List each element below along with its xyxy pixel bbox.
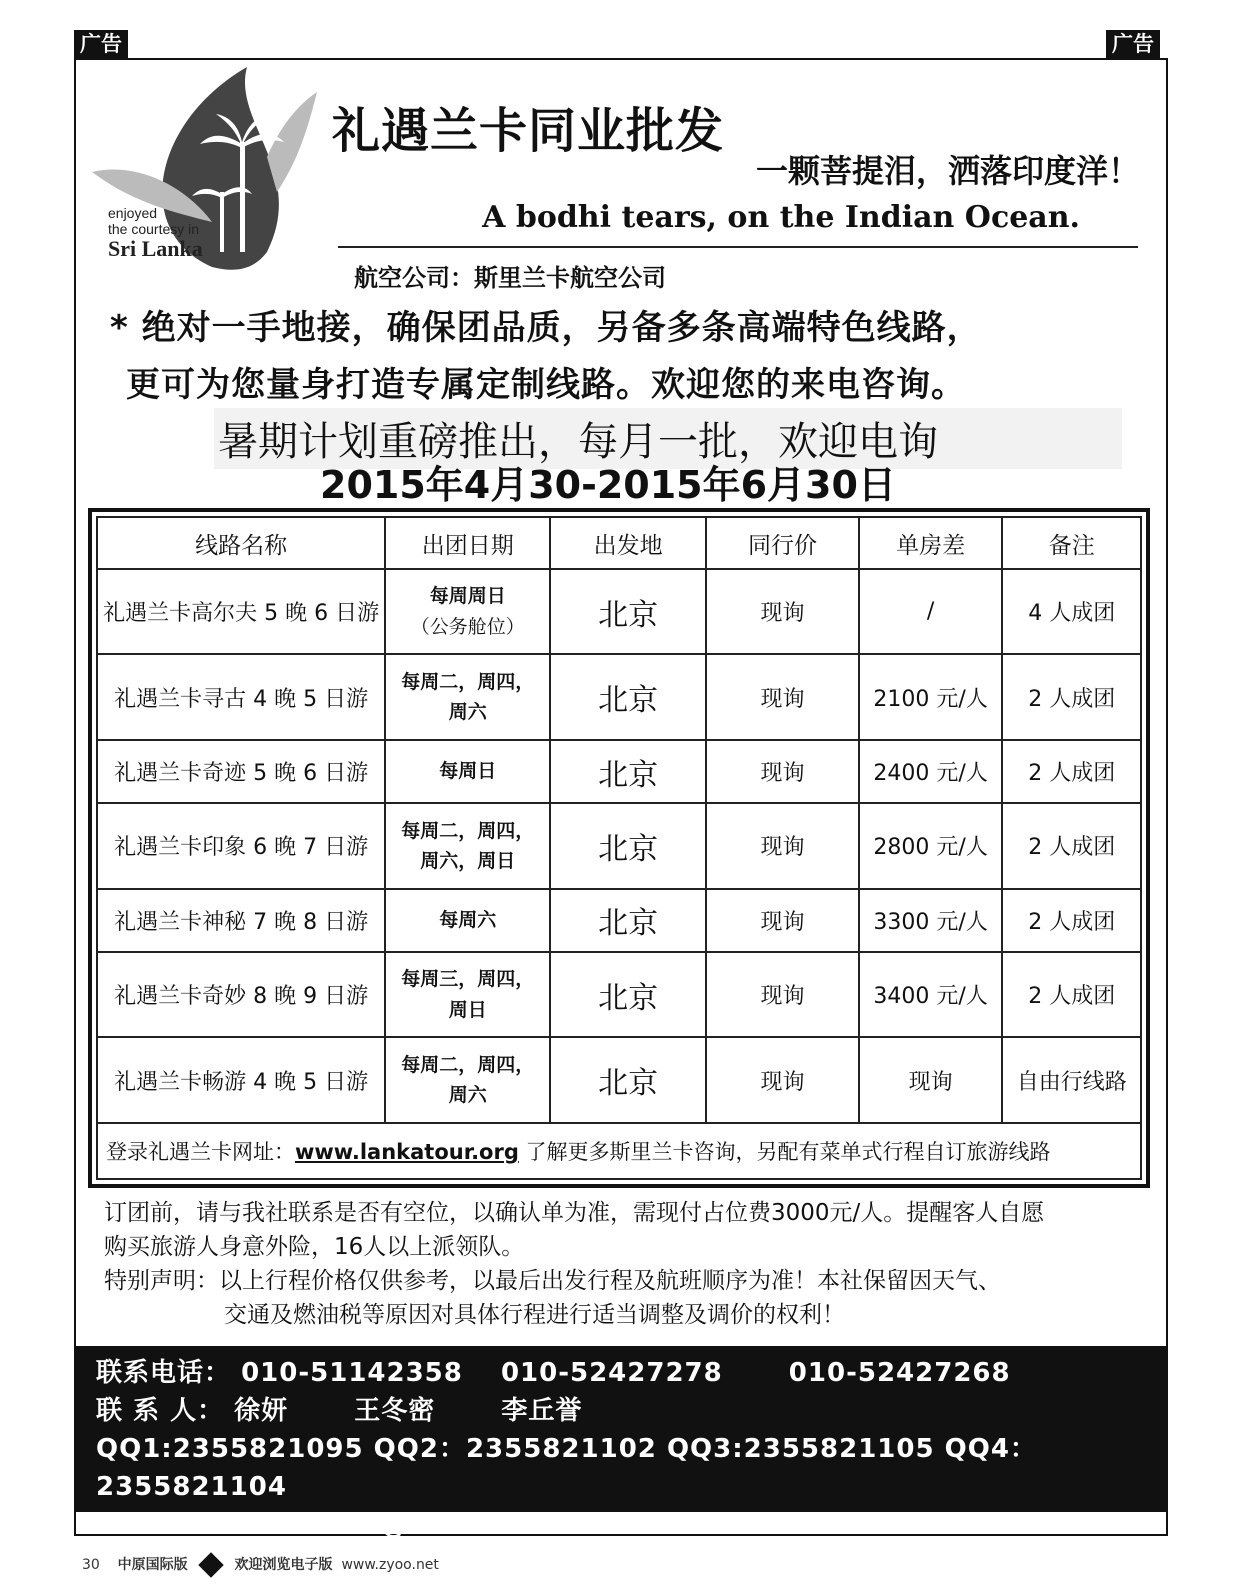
route-name: 礼遇兰卡奇迹 5 晚 6 日游 xyxy=(97,740,385,803)
ad-title: 礼遇兰卡同业批发 xyxy=(332,103,725,159)
logo-text-1: enjoyed xyxy=(108,205,158,221)
booking-notes xyxy=(104,1196,1044,1332)
departure-days: 每周二，周四， 周六，周日 xyxy=(385,803,550,888)
price: 现询 xyxy=(706,569,859,654)
promo-line-1: * 绝对一手地接，确保团品质，另备多条高端特色线路， xyxy=(110,308,982,348)
email-link[interactable]: lankatour@163.com xyxy=(230,1510,540,1540)
airline-info: 航空公司：斯里兰卡航空公司 xyxy=(354,264,666,292)
price: 现询 xyxy=(706,952,859,1037)
phone-3[interactable]: 010-52427268 xyxy=(788,1358,1011,1388)
note-line-2: 购买旅游人身意外险，16人以上派领队。 xyxy=(104,1234,525,1260)
origin: 北京 xyxy=(550,569,706,654)
qq-line xyxy=(96,1430,1146,1506)
edition-name: 中原国际版 xyxy=(117,1557,188,1573)
table-row xyxy=(97,952,1141,1037)
table-row xyxy=(97,1037,1141,1123)
diamond-logo-icon xyxy=(198,1552,223,1577)
note-line-4: 交通及燃油税等原因对具体行程进行适当调整及调价的权利！ xyxy=(224,1302,845,1328)
page-number: 30 xyxy=(82,1557,100,1573)
website-link[interactable]: www.lankatour.org xyxy=(295,1140,519,1164)
note: 自由行线路 xyxy=(1002,1037,1141,1123)
single-supplement: 3400 元/人 xyxy=(859,952,1003,1037)
table-row xyxy=(97,569,1141,654)
price: 现询 xyxy=(706,803,859,888)
sri-lanka-logo xyxy=(92,62,322,272)
departure-days: 每周二，周四， 周六 xyxy=(385,654,550,739)
table-header-row xyxy=(97,517,1141,569)
route-name: 礼遇兰卡高尔夫 5 晚 6 日游 xyxy=(97,569,385,654)
qq-4[interactable]: QQ4：2355821104 xyxy=(96,1434,1037,1502)
person-3: 李丘誉 xyxy=(501,1396,583,1426)
ad-tag-left: 广告 xyxy=(74,30,128,58)
departure-days: 每周日 xyxy=(385,740,550,803)
note-line-1: 订团前，请与我社联系是否有空位，以确认单为准，需现付占位费3000元/人。提醒客人自愿 xyxy=(104,1200,1045,1226)
header-single-supplement: 单房差 xyxy=(859,517,1003,569)
price: 现询 xyxy=(706,1037,859,1123)
slogan-chinese: 一颗菩提泪，洒落印度洋！ xyxy=(755,152,1140,190)
route-name: 礼遇兰卡印象 6 晚 7 日游 xyxy=(97,803,385,888)
note: 2 人成团 xyxy=(1002,740,1141,803)
single-supplement: 现询 xyxy=(859,1037,1003,1123)
departure-days: 每周三，周四， 周日 xyxy=(385,952,550,1037)
route-name: 礼遇兰卡神秘 7 晚 8 日游 xyxy=(97,889,385,952)
single-supplement: 2100 元/人 xyxy=(859,654,1003,739)
person-2: 王冬密 xyxy=(354,1396,436,1426)
table-row xyxy=(97,740,1141,803)
browse-text: 欢迎浏览电子版 xyxy=(234,1557,333,1573)
departure-days: 每周周日 （公务舱位） xyxy=(385,569,550,654)
validity-dates: 2015年4月30-2015年6月30日 xyxy=(320,463,896,507)
route-table xyxy=(88,508,1150,1188)
route-name: 礼遇兰卡寻古 4 晚 5 日游 xyxy=(97,654,385,739)
origin: 北京 xyxy=(550,654,706,739)
qq-3[interactable]: QQ3:2355821105 xyxy=(666,1434,935,1464)
website-info: 登录礼遇兰卡网址：www.lankatour.org 了解更多斯里兰卡咨询，另配有菜单式行程自订旅游线路 xyxy=(97,1123,1141,1179)
route-name: 礼遇兰卡奇妙 8 晚 9 日游 xyxy=(97,952,385,1037)
logo-text-3: Sri Lanka xyxy=(108,236,203,261)
origin: 北京 xyxy=(550,952,706,1037)
single-supplement: 3300 元/人 xyxy=(859,889,1003,952)
header-divider xyxy=(338,246,1138,248)
ad-tag-right: 广告 xyxy=(1106,30,1160,58)
departure-days: 每周六 xyxy=(385,889,550,952)
price: 现询 xyxy=(706,889,859,952)
phone-line: 联系电话： 010-51142358 010-52427278 010-52427268 xyxy=(96,1358,1011,1388)
table-row xyxy=(97,889,1141,952)
note: 4 人成团 xyxy=(1002,569,1141,654)
header-date: 出团日期 xyxy=(385,517,550,569)
origin: 北京 xyxy=(550,803,706,888)
slogan-english: A bodhi tears, on the Indian Ocean. xyxy=(482,200,1080,235)
origin: 北京 xyxy=(550,740,706,803)
price: 现询 xyxy=(706,654,859,739)
summer-plan: 暑期计划重磅推出，每月一批，欢迎电询 xyxy=(214,408,1122,469)
table-row xyxy=(97,803,1141,888)
qq-2[interactable]: QQ2：2355821102 xyxy=(373,1434,657,1464)
header-price: 同行价 xyxy=(706,517,859,569)
single-supplement: / xyxy=(859,569,1003,654)
contact-person-line: 联 系 人： 徐妍 王冬密 李丘誉 xyxy=(96,1396,583,1426)
contact-block xyxy=(74,1346,1168,1540)
note: 2 人成团 xyxy=(1002,952,1141,1037)
person-1: 徐妍 xyxy=(234,1396,289,1426)
promo-line-2: 更可为您量身打造专属定制线路。欢迎您的来电咨询。 xyxy=(126,365,966,405)
phone-1[interactable]: 010-51142358 xyxy=(241,1358,463,1388)
note: 2 人成团 xyxy=(1002,803,1141,888)
qq-1[interactable]: QQ1:2355821095 xyxy=(96,1434,364,1464)
note: 2 人成团 xyxy=(1002,889,1141,952)
logo-text-2: the courtesy in xyxy=(108,221,200,237)
email-line: E-mail： lankatour@163.com xyxy=(96,1510,540,1540)
table-footer-row xyxy=(97,1123,1141,1179)
route-name: 礼遇兰卡畅游 4 晚 5 日游 xyxy=(97,1037,385,1123)
origin: 北京 xyxy=(550,889,706,952)
single-supplement: 2800 元/人 xyxy=(859,803,1003,888)
header-note: 备注 xyxy=(1002,517,1141,569)
departure-days: 每周二，周四， 周六 xyxy=(385,1037,550,1123)
phone-2[interactable]: 010-52427278 xyxy=(500,1358,723,1388)
origin: 北京 xyxy=(550,1037,706,1123)
table-row xyxy=(97,654,1141,739)
footer-site[interactable]: www.zyoo.net xyxy=(341,1557,439,1573)
page-footer xyxy=(82,1554,439,1574)
single-supplement: 2400 元/人 xyxy=(859,740,1003,803)
note: 2 人成团 xyxy=(1002,654,1141,739)
price: 现询 xyxy=(706,740,859,803)
header-origin: 出发地 xyxy=(550,517,706,569)
header-route: 线路名称 xyxy=(97,517,385,569)
note-line-3: 特别声明：以上行程价格仅供参考，以最后出发行程及航班顺序为准！本社保留因天气、 xyxy=(104,1268,1001,1294)
